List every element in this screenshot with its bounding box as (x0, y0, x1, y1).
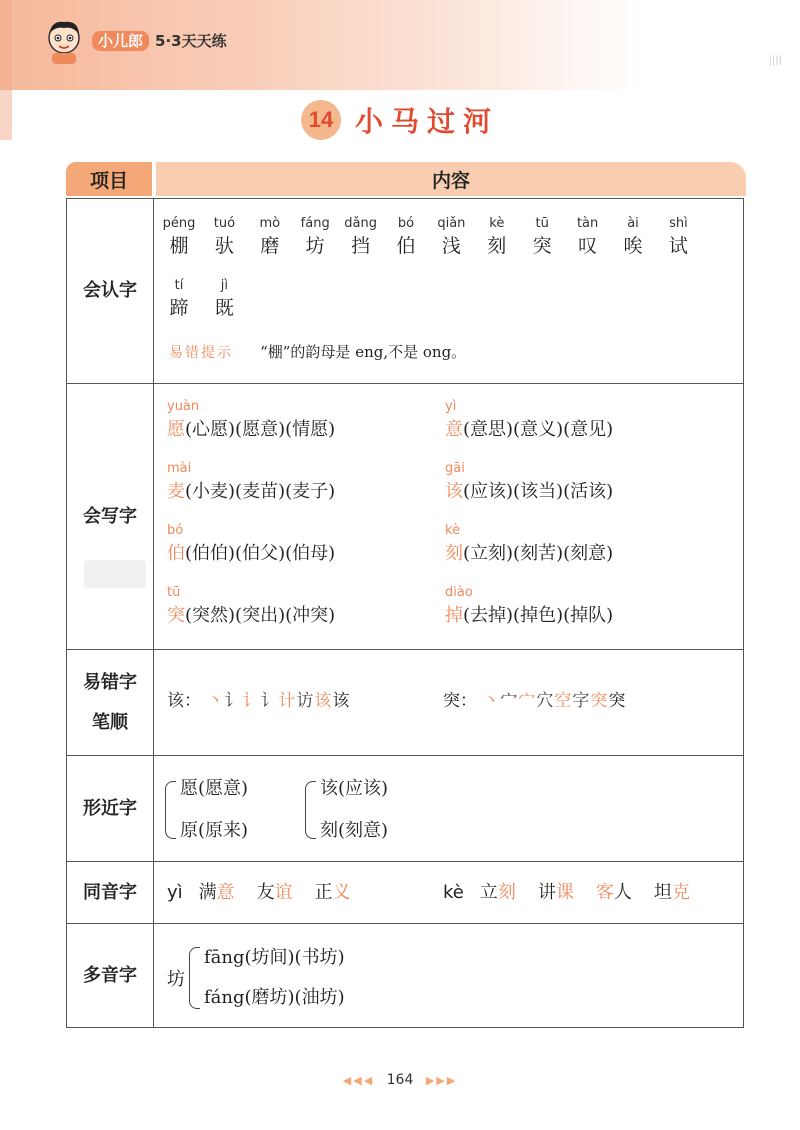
stroke-step: 讠 (242, 691, 260, 711)
lesson-number-badge: 14 (301, 100, 341, 140)
strokes-content (155, 650, 743, 755)
pinyin: yì (445, 399, 457, 414)
char-cell (157, 277, 201, 321)
write-words: (心愿)(愿意)(情愿) (185, 419, 336, 440)
word-prefix: 坦 (653, 882, 672, 903)
stroke-sequence (482, 691, 626, 711)
char-cell (157, 215, 201, 259)
summary-table (66, 162, 746, 1026)
homophone-content (155, 862, 743, 923)
char-cell (475, 215, 519, 259)
pinyin: bó (167, 523, 184, 538)
word-line (167, 478, 335, 506)
polyphone-reading: fáng(磨坊)(油坊) (204, 987, 345, 1008)
word-line (445, 602, 613, 630)
pinyin: gāi (445, 461, 465, 476)
stroke-step: 字 (572, 691, 590, 711)
pinyin: ài (627, 216, 639, 231)
similar-word: 该(应该) (320, 778, 389, 799)
stroke-order-left (167, 686, 350, 711)
homophone-word (257, 882, 293, 903)
row-similar (66, 756, 744, 862)
write-words: (突然)(突出)(冲突) (185, 605, 336, 626)
brace-icon (305, 781, 316, 839)
write-words: (立刻)(刻苦)(刻意) (463, 543, 614, 564)
homophone-group (443, 878, 712, 904)
homophone-word (480, 882, 516, 903)
lesson-title-bar (0, 100, 800, 140)
pinyin: yuàn (167, 399, 200, 414)
char-cell (656, 215, 700, 259)
stroke-char: 突： (443, 691, 477, 711)
row-label-line: 笔顺 (92, 711, 128, 733)
hanzi: 浅 (441, 235, 461, 257)
char-cell (611, 215, 655, 259)
write-item (167, 522, 335, 568)
stroke-step: 该 (314, 691, 332, 711)
word-suffix: 人 (613, 882, 632, 903)
hanzi: 棚 (169, 235, 189, 257)
homophone-word (654, 882, 690, 903)
word-prefix: 讲 (537, 882, 556, 903)
similar-word: 刻(刻意) (320, 820, 389, 841)
hanzi: 试 (668, 235, 688, 257)
word-line (445, 478, 613, 506)
pinyin: kè (445, 523, 461, 538)
write-char: 突 (167, 605, 185, 626)
hanzi: 磨 (260, 235, 280, 257)
homophone-word (596, 882, 632, 903)
stroke-step: 丶 (206, 691, 224, 711)
stroke-step: 该 (332, 691, 350, 711)
write-char: 刻 (445, 543, 463, 564)
scan-smudge (84, 560, 146, 588)
tip-label: 易错提示 (169, 345, 233, 361)
similar-word: 愿(愿意) (180, 778, 249, 799)
row-label: 形近字 (67, 756, 154, 861)
word-prefix: 满 (198, 882, 217, 903)
char-cell (293, 215, 337, 259)
write-char: 该 (445, 481, 463, 502)
polyphone-content (155, 924, 743, 1027)
word-line (167, 540, 335, 568)
polyphone-reading: fāng(坊间)(书坊) (204, 947, 345, 968)
hanzi: 刻 (487, 235, 507, 257)
stroke-step: 空 (554, 691, 572, 711)
table-header (66, 162, 746, 196)
row-write (66, 384, 744, 650)
row-label: 多音字 (67, 924, 154, 1027)
write-char: 伯 (167, 543, 185, 564)
lesson-title: 小马过河 (354, 105, 499, 138)
stroke-step: 丶 (482, 691, 500, 711)
write-item (167, 460, 335, 506)
polyphone-char: 坊 (167, 969, 185, 990)
hanzi: 既 (214, 297, 234, 319)
char-cell (520, 215, 564, 259)
pinyin: fáng (300, 216, 330, 231)
similar-group (165, 768, 248, 852)
hanzi: 挡 (351, 235, 371, 257)
brand-header (92, 30, 227, 51)
word-highlight: 义 (332, 882, 351, 903)
right-arrows-icon: ▶▶▶ (425, 1074, 458, 1087)
pinyin: tí (174, 278, 184, 293)
char-cell (339, 215, 383, 259)
tip-text: “棚”的韵母是 eng,不是 ong。 (260, 343, 467, 361)
write-item (445, 522, 613, 568)
similar-content (155, 756, 743, 861)
hanzi: 叹 (578, 235, 598, 257)
char-cell (248, 215, 292, 259)
stroke-order-right (443, 686, 626, 711)
write-words: (意思)(意义)(意见) (463, 419, 614, 440)
write-char: 愿 (167, 419, 185, 440)
word-prefix: 正 (314, 882, 333, 903)
pinyin: tū (167, 585, 181, 600)
char-cell (384, 215, 428, 259)
stroke-step: 宀 (518, 691, 536, 711)
write-words: (伯伯)(伯父)(伯母) (185, 543, 336, 564)
homophone-pinyin: kè (443, 882, 464, 903)
homophone-group (167, 878, 373, 904)
pinyin: tàn (576, 216, 599, 231)
header-item: 项目 (66, 162, 152, 196)
write-item (445, 460, 613, 506)
row-label: 会写字 (67, 384, 154, 649)
tip-line (169, 341, 466, 362)
page-footer (0, 1072, 800, 1088)
write-content (155, 384, 743, 649)
polyphone-group (167, 938, 345, 1018)
word-line (445, 540, 613, 568)
row-label (67, 650, 154, 755)
left-arrows-icon: ◀◀◀ (342, 1074, 375, 1087)
char-cell (202, 277, 246, 321)
row-strokes (66, 650, 744, 756)
pinyin: jì (220, 278, 228, 293)
stroke-step: 讠 (260, 691, 278, 711)
pinyin: bó (397, 216, 415, 231)
row-recognize (66, 198, 744, 384)
word-line (167, 602, 335, 630)
pinyin: shì (669, 216, 688, 231)
write-char: 意 (445, 419, 463, 440)
stroke-step: 宀 (500, 691, 518, 711)
word-highlight: 意 (216, 882, 235, 903)
word-line (445, 416, 613, 444)
row-polyphone (66, 924, 744, 1028)
brace-icon (165, 781, 176, 839)
write-item (445, 398, 613, 444)
stroke-step: 穴 (536, 691, 554, 711)
word-highlight: 课 (555, 882, 574, 903)
homophone-pinyin: yì (167, 882, 183, 903)
stroke-step: 突 (608, 691, 626, 711)
margin-mark: |||| (768, 55, 782, 66)
write-words: (小麦)(麦苗)(麦子) (185, 481, 336, 502)
pinyin: mài (167, 461, 192, 476)
hanzi: 坊 (305, 235, 325, 257)
write-item (167, 584, 335, 630)
homophone-word (538, 882, 574, 903)
row-label-line: 易错字 (83, 671, 137, 693)
char-cell (202, 215, 246, 259)
row-label: 会认字 (67, 199, 154, 383)
write-words: (应该)(该当)(活该) (463, 481, 614, 502)
brand-series: 5·3天天练 (155, 32, 227, 50)
similar-word: 原(原来) (180, 820, 249, 841)
word-highlight: 刻 (497, 882, 516, 903)
homophone-word (315, 882, 351, 903)
stroke-char: 该： (167, 691, 201, 711)
page-number: 164 (386, 1072, 414, 1088)
pinyin: kè (489, 216, 505, 231)
hanzi: 突 (532, 235, 552, 257)
word-highlight: 谊 (274, 882, 293, 903)
hanzi: 蹄 (169, 297, 189, 319)
write-words: (去掉)(掉色)(掉队) (463, 605, 614, 626)
stroke-step: 计 (278, 691, 296, 711)
word-prefix: 立 (479, 882, 498, 903)
write-item (167, 398, 335, 444)
header-content: 内容 (156, 162, 746, 196)
write-char: 掉 (445, 605, 463, 626)
pinyin: tuó (213, 216, 236, 231)
brace-icon (189, 947, 200, 1009)
write-item (445, 584, 613, 630)
write-char: 麦 (167, 481, 185, 502)
hanzi: 唉 (623, 235, 643, 257)
similar-group (305, 768, 388, 852)
pinyin: qiǎn (437, 216, 466, 231)
char-cell (566, 215, 610, 259)
word-highlight: 客 (595, 882, 614, 903)
word-prefix: 友 (256, 882, 275, 903)
pinyin: diào (445, 585, 473, 600)
pinyin: dǎng (344, 216, 377, 231)
pinyin: mò (259, 216, 281, 231)
row-label: 同音字 (67, 862, 154, 923)
pinyin: tū (535, 216, 549, 231)
stroke-sequence (206, 691, 350, 711)
stroke-step: 讠 (224, 691, 242, 711)
hanzi: 驮 (214, 235, 234, 257)
stroke-step: 突 (590, 691, 608, 711)
char-cell (429, 215, 473, 259)
homophone-word (199, 882, 235, 903)
pinyin: péng (162, 216, 196, 231)
hanzi: 伯 (396, 235, 416, 257)
word-line (167, 416, 335, 444)
mascot-boy-icon (40, 16, 88, 66)
brand-name: 小儿郎 (92, 31, 149, 51)
word-highlight: 克 (671, 882, 690, 903)
row-homophone (66, 862, 744, 924)
stroke-step: 访 (296, 691, 314, 711)
recognize-content (155, 199, 743, 383)
